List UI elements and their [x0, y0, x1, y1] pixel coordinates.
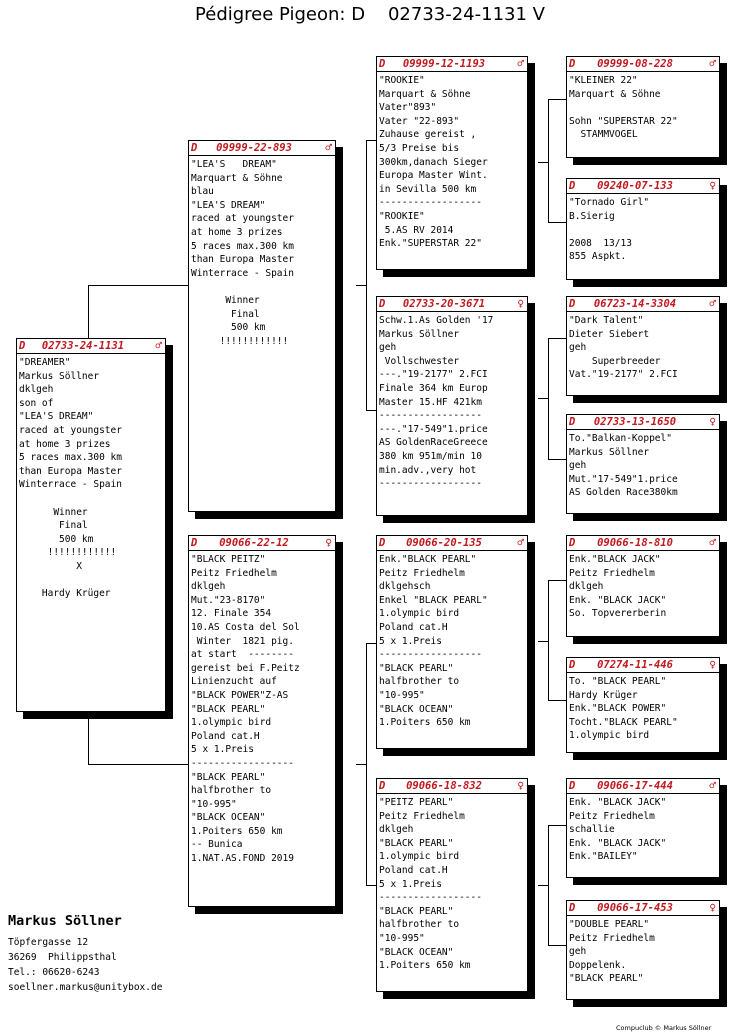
card-text-line [569, 101, 719, 115]
card-text-line: 5.AS RV 2014 [379, 224, 454, 236]
card-text-line: Finale 364 km Europ [379, 382, 488, 394]
card-text-line: Hardy Krüger [19, 588, 111, 600]
card-text-line: -- Bunica [191, 839, 243, 851]
card-text-line: "LEA'S DREAM" [191, 199, 266, 211]
prefix-label: D [569, 902, 576, 914]
card-text-line: geh [379, 342, 397, 354]
card-text-line: ---."17-549"1.price [379, 423, 488, 435]
card-text-line: ------------------ [379, 892, 482, 904]
male-symbol-icon: ♂ [517, 57, 524, 70]
ring-number: 02733-20-3671 [402, 298, 486, 310]
card-text-line: Poland cat.H [379, 621, 448, 633]
card-text-line: Markus Söllner [569, 446, 650, 458]
female-symbol-icon: ♀ [325, 536, 332, 549]
female-symbol-icon: ♀ [517, 779, 524, 792]
card-text-line: "LEA'S DREAM" [191, 159, 277, 170]
card-text-line: dklgeh [569, 581, 604, 593]
card-text-line: son of [19, 397, 54, 409]
card-text-line: 12. Finale 354 [191, 608, 272, 620]
male-symbol-icon: ♂ [709, 57, 716, 70]
card-text-line: at home 3 prizes [191, 226, 283, 238]
prefix-label: D [379, 58, 386, 70]
card-header [567, 536, 719, 551]
pigeon-card-sire-sire[interactable] [376, 56, 528, 270]
card-body [189, 156, 335, 348]
card-header [567, 297, 719, 312]
card-text-line: "BLACK PEARL" [569, 973, 644, 985]
card-text-line: Mut."23-8170" [191, 594, 266, 606]
owner-address-block [8, 913, 162, 995]
card-text-line: "BLACK PEARL" [191, 703, 266, 715]
pigeon-card-sire-sire-dam[interactable] [566, 178, 720, 280]
card-text-line: 5 x 1.Preis [191, 744, 254, 756]
card-text-line: 10.AS Costa del Sol [191, 621, 300, 633]
card-text-line: min.adv.,very hot [379, 464, 477, 476]
card-text-line: B.Sierig [569, 210, 615, 222]
card-text-line: 5/3 Preise bis [379, 142, 460, 154]
ring-number: 09066-20-135 [406, 537, 482, 549]
card-text-line: halfbrother to [191, 785, 272, 797]
card-text-line: Marquart & Söhne [379, 88, 471, 100]
card-text-line: To. "BLACK PEARL" [569, 676, 667, 687]
card-body [567, 430, 719, 500]
card-text-line: Schw.1.As Golden '17 [379, 315, 494, 326]
card-text-line: Enk. "BLACK JACK" [569, 797, 667, 808]
card-text-line: 1.olympic bird [379, 608, 460, 620]
prefix-label: D [379, 537, 386, 549]
card-header [189, 536, 335, 551]
pigeon-card-sire[interactable] [188, 140, 336, 512]
pigeon-card-sire-sire-sire[interactable] [566, 56, 720, 158]
prefix-label: D [379, 780, 386, 792]
footer-credit: Compuclub © Markus Söllner [616, 1024, 712, 1032]
card-text-line: Winner [19, 506, 88, 518]
female-symbol-icon: ♀ [709, 415, 716, 428]
card-text-line: "10-995" [379, 932, 425, 944]
card-text-line: "BLACK OCEAN" [379, 703, 454, 715]
card-text-line [191, 280, 335, 294]
card-header [17, 339, 165, 354]
male-symbol-icon: ♂ [155, 339, 162, 352]
card-header [567, 57, 719, 72]
card-text-line: STAMMVOGEL [569, 129, 638, 141]
ring-number: 09066-17-444 [597, 780, 673, 792]
card-text-line: 2008 13/13 [569, 237, 632, 249]
card-header [567, 901, 719, 916]
pigeon-card-dam-dam-dam[interactable] [566, 900, 720, 1000]
card-body [567, 72, 719, 142]
card-header [567, 779, 719, 794]
prefix-label: D [569, 416, 576, 428]
card-text-line: Winterrace - Spain [19, 479, 122, 491]
owner-name: Markus Söllner [8, 913, 122, 929]
card-text-line: 5 x 1.Preis [379, 878, 442, 890]
card-text-line: Poland cat.H [191, 730, 260, 742]
card-text-line [569, 223, 719, 237]
card-text-line: ------------------ [191, 757, 294, 769]
owner-phone: Tel.: 06620-6243 [8, 967, 100, 978]
card-text-line: Tocht."BLACK PEARL" [569, 716, 678, 728]
card-text-line: Vollschwester [379, 355, 460, 367]
card-body [567, 312, 719, 382]
card-text-line: in Sevilla 500 km [379, 183, 477, 195]
card-text-line: raced at youngster [19, 424, 122, 436]
card-text-line: AS GoldenRaceGreece [379, 437, 488, 449]
prefix-label: D [569, 537, 576, 549]
card-text-line: Zuhause gereist , [379, 129, 477, 141]
card-text-line: "BLACK PEARL" [379, 905, 454, 917]
card-text-line: 500 km [191, 322, 266, 334]
card-text-line: Enk."BLACK POWER" [569, 703, 667, 715]
card-body [567, 194, 719, 264]
card-text-line: gereist bei F.Peitz [191, 662, 300, 674]
card-text-line: than Europa Master [19, 465, 122, 477]
pigeon-card-sire-dam-dam[interactable] [566, 414, 720, 514]
card-text-line: "BLACK OCEAN" [191, 812, 266, 824]
pigeon-card-dam[interactable] [188, 535, 336, 907]
card-text-line: Enk."BLACK PEARL" [379, 554, 477, 565]
pigeon-card-sire-dam-sire[interactable] [566, 296, 720, 396]
card-text-line: at start -------- [191, 649, 294, 661]
card-text-line: "PEITZ PEARL" [379, 797, 454, 808]
card-text-line: halfbrother to [379, 919, 460, 931]
page-title: Pédigree Pigeon: D 02733-24-1131 V [195, 4, 545, 25]
owner-email[interactable]: soellner.markus@unitybox.de [8, 982, 163, 993]
owner-street: Töpfergasse 12 [8, 937, 89, 948]
card-text-line: "Dark Talent" [569, 315, 644, 326]
card-header [377, 779, 527, 794]
card-text-line: Vater"893" [379, 102, 437, 114]
card-text-line: Winner [191, 294, 260, 306]
male-symbol-icon: ♂ [709, 536, 716, 549]
card-text-line [19, 492, 165, 506]
card-text-line: !!!!!!!!!!!! [191, 335, 289, 347]
card-text-line: Europa Master Wint. [379, 170, 488, 182]
prefix-label: D [569, 58, 576, 70]
female-symbol-icon: ♀ [517, 297, 524, 310]
card-text-line: ------------------ [379, 478, 482, 490]
prefix-label: D [569, 180, 576, 192]
card-text-line: "DOUBLE PEARL" [569, 919, 650, 930]
ring-number: 09999-22-893 [216, 142, 292, 154]
card-text-line: Final [191, 308, 260, 320]
card-text-line: "BLACK OCEAN" [379, 946, 454, 958]
card-text-line: Enk."BAILEY" [569, 851, 638, 863]
card-text-line: at home 3 prizes [19, 438, 111, 450]
card-text-line: geh [569, 342, 587, 354]
card-text-line: blau [191, 186, 214, 198]
card-text-line: "BLACK PEARL" [191, 771, 266, 783]
card-header [567, 658, 719, 673]
ring-number: 02733-24-1131 [41, 340, 125, 352]
ring-number: 09999-08-228 [597, 58, 673, 70]
card-text-line: "BLACK PEITZ" [191, 554, 266, 565]
ring-number: 09066-18-832 [406, 780, 482, 792]
female-symbol-icon: ♀ [709, 179, 716, 192]
ring-number: 09066-22-12 [219, 537, 289, 549]
card-body [567, 673, 719, 743]
card-text-line: Linienzucht auf [191, 676, 277, 688]
prefix-label: D [191, 537, 198, 549]
card-text-line: 1.Poiters 650 km [379, 717, 471, 729]
owner-city: 36269 Philippsthal [8, 952, 117, 963]
card-text-line: dklgeh [191, 581, 226, 593]
card-text-line: Enkel "BLACK PEARL" [379, 594, 488, 606]
card-text-line: Hardy Krüger [569, 689, 638, 701]
pigeon-card-dam-dam[interactable] [376, 778, 528, 992]
card-text-line: 300km,danach Sieger [379, 156, 488, 168]
card-text-line: Final [19, 520, 88, 532]
card-text-line: 1.olympic bird [569, 730, 650, 742]
card-text-line: Vater "22-893" [379, 115, 460, 127]
card-text-line: 500 km [19, 533, 94, 545]
ring-number: 09066-18-810 [597, 537, 673, 549]
card-text-line: Markus Söllner [19, 370, 100, 382]
card-body [189, 551, 335, 866]
pigeon-card-dam-sire-dam[interactable] [566, 657, 720, 753]
card-text-line: 1.Poiters 650 km [191, 825, 283, 837]
pigeon-card-dam-sire[interactable] [376, 535, 528, 749]
card-text-line: geh [569, 460, 587, 472]
prefix-label: D [191, 142, 198, 154]
card-header [377, 297, 527, 312]
prefix-label: D [569, 780, 576, 792]
card-text-line: "KLEINER 22" [569, 75, 638, 86]
male-symbol-icon: ♂ [517, 536, 524, 549]
card-text-line: 1.olympic bird [379, 851, 460, 863]
card-text-line: ------------------ [379, 197, 482, 209]
card-body [377, 551, 527, 730]
card-text-line: 1.Poiters 650 km [379, 960, 471, 972]
card-text-line: 5 x 1.Preis [379, 635, 442, 647]
card-text-line: Doppelenk. [569, 959, 627, 971]
card-text-line: 1.olympic bird [191, 717, 272, 729]
card-header [377, 57, 527, 72]
prefix-label: D [569, 298, 576, 310]
card-text-line [19, 574, 165, 588]
card-text-line: Winterrace - Spain [191, 267, 294, 279]
card-text-line: 1.NAT.AS.FOND 2019 [191, 853, 294, 865]
ring-number: 02733-13-1650 [593, 416, 677, 428]
card-text-line: Sohn "SUPERSTAR 22" [569, 115, 678, 127]
card-text-line: Dieter Siebert [569, 328, 650, 340]
card-text-line: Vat."19-2177" 2.FCI [569, 369, 678, 381]
card-body [377, 794, 527, 973]
card-body [17, 354, 165, 601]
card-text-line: halfbrother to [379, 676, 460, 688]
card-text-line: Peitz Friedhelm [191, 567, 277, 579]
pigeon-card-dam-dam-sire[interactable] [566, 778, 720, 878]
ring-number: 09999-12-1193 [402, 58, 486, 70]
card-text-line: Winter 1821 pig. [191, 635, 294, 647]
card-text-line: "LEA'S DREAM" [19, 411, 94, 423]
card-body [377, 312, 527, 491]
card-text-line: 380 km 951m/min 10 [379, 450, 482, 462]
prefix-label: D [19, 340, 26, 352]
card-text-line: Enk. "BLACK JACK" [569, 594, 667, 606]
ring-number: 09066-17-453 [597, 902, 673, 914]
card-text-line: Markus Söllner [379, 328, 460, 340]
card-text-line: "BLACK PEARL" [379, 837, 454, 849]
card-text-line: dklgeh [19, 384, 54, 396]
male-symbol-icon: ♂ [325, 141, 332, 154]
card-text-line: Enk."SUPERSTAR 22" [379, 238, 482, 250]
male-symbol-icon: ♂ [709, 297, 716, 310]
female-symbol-icon: ♀ [709, 658, 716, 671]
card-text-line: Peitz Friedhelm [379, 810, 465, 822]
card-text-line: dklgehsch [379, 581, 431, 593]
card-text-line: "ROOKIE" [379, 210, 425, 222]
card-text-line: !!!!!!!!!!!! [19, 547, 117, 559]
card-text-line: Mut."17-549"1.price [569, 473, 678, 485]
prefix-label: D [379, 298, 386, 310]
card-body [567, 794, 719, 864]
card-text-line: "BLACK POWER"Z-AS [191, 689, 289, 701]
card-text-line: 5 races max.300 km [19, 452, 122, 464]
card-text-line: "DREAMER" [19, 357, 71, 368]
pigeon-card-sire-dam[interactable] [376, 296, 528, 516]
card-text-line: Marquart & Söhne [569, 88, 661, 100]
card-header [189, 141, 335, 156]
card-text-line: "10-995" [379, 689, 425, 701]
card-text-line: 5 races max.300 km [191, 240, 294, 252]
card-body [377, 72, 527, 251]
card-text-line: dklgeh [379, 824, 414, 836]
card-text-line: raced at youngster [191, 213, 294, 225]
ring-number: 09240-07-133 [597, 180, 673, 192]
female-symbol-icon: ♀ [709, 901, 716, 914]
card-header [567, 415, 719, 430]
card-text-line: ------------------ [379, 410, 482, 422]
card-text-line: ------------------ [379, 649, 482, 661]
card-text-line: ---."19-2177" 2.FCI [379, 369, 488, 381]
ring-number: 07274-11-446 [597, 659, 673, 671]
card-text-line: than Europa Master [191, 254, 294, 266]
card-text-line: Master 15.HF 421km [379, 396, 482, 408]
card-text-line: Superbreeder [569, 355, 661, 367]
pigeon-card-dam-sire-sire[interactable] [566, 535, 720, 637]
card-text-line: geh [569, 946, 587, 958]
male-symbol-icon: ♂ [709, 779, 716, 792]
card-header [377, 536, 527, 551]
card-text-line: Enk. "BLACK JACK" [569, 837, 667, 849]
card-text-line: Enk."BLACK JACK" [569, 554, 661, 565]
card-text-line: "BLACK PEARL" [379, 662, 454, 674]
card-text-line: AS Golden Race380km [569, 487, 678, 499]
card-text-line: Peitz Friedhelm [569, 810, 655, 822]
card-text-line: So. Topvererberin [569, 608, 667, 620]
prefix-label: D [569, 659, 576, 671]
card-text-line: 855 Aspkt. [569, 251, 627, 263]
card-text-line: "ROOKIE" [379, 75, 425, 86]
card-text-line: X [19, 560, 82, 572]
card-text-line: "10-995" [191, 798, 237, 810]
card-text-line: Poland cat.H [379, 864, 448, 876]
ring-number: 06723-14-3304 [593, 298, 677, 310]
card-body [567, 551, 719, 621]
card-text-line: Marquart & Söhne [191, 172, 283, 184]
card-text-line: Peitz Friedhelm [379, 567, 465, 579]
card-text-line: Peitz Friedhelm [569, 932, 655, 944]
card-text-line: "Tornado Girl" [569, 197, 650, 208]
card-text-line: To."Balkan-Koppel" [569, 433, 672, 444]
card-text-line: Peitz Friedhelm [569, 567, 655, 579]
pigeon-card-subject[interactable] [16, 338, 166, 712]
card-body [567, 916, 719, 986]
card-header [567, 179, 719, 194]
card-text-line: schallie [569, 824, 615, 836]
